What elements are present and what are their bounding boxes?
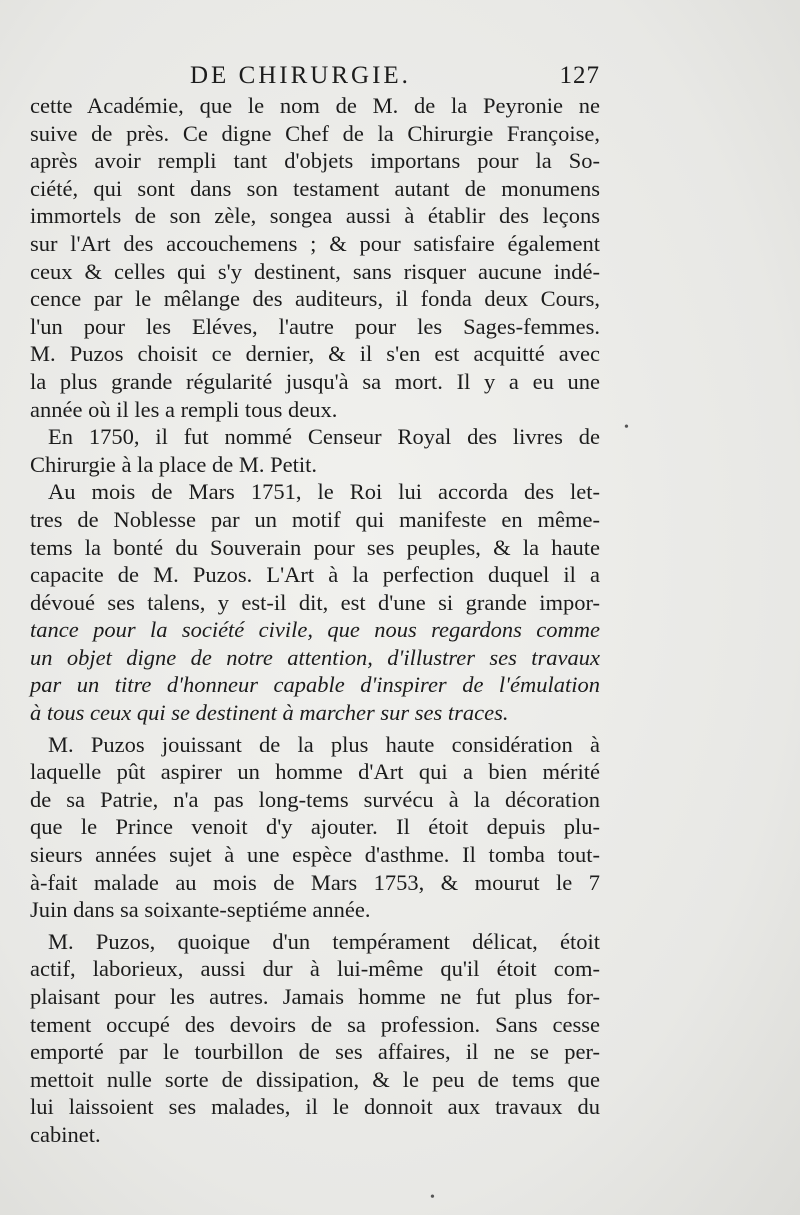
- text-line: l'un pour les Eléves, l'autre pour les Sages-femmes.: [30, 313, 600, 339]
- text-line: tement occupé des devoirs de sa profession. Sans cesse: [30, 1011, 600, 1037]
- text-line: année où il les a rempli tous deux.: [30, 396, 338, 422]
- text-line: En 1750, il fut nommé Censeur Royal des livres de: [48, 424, 600, 450]
- page-header: [190, 62, 600, 92]
- text-line: suive de près. Ce digne Chef de la Chirurgie Françoise,: [30, 120, 600, 146]
- text-line: M. Puzos jouissant de la plus haute considération à: [48, 731, 600, 757]
- text-line: cence par le mêlange des auditeurs, il fonda deux Cours,: [30, 286, 600, 312]
- text-line-italic: à tous ceux qui se destinent à marcher sur ses traces.: [30, 700, 509, 726]
- text-line: cette Académie, que le nom de M. de la Peyronie ne: [30, 93, 600, 118]
- text-line-italic: par un titre d'honneur capable d'inspirer de l'émulation: [30, 672, 600, 698]
- text-line: à-fait malade au mois de Mars 1753, & mourut le 7: [30, 869, 600, 895]
- text-line: la plus grande régularité jusqu'à sa mort. Il y a eu une: [30, 368, 600, 394]
- ink-speck: •: [430, 1190, 435, 1205]
- text-line: ceux & celles qui s'y destinent, sans risquer aucune indé-: [30, 258, 600, 284]
- text-line: Au mois de Mars 1751, le Roi lui accorda des let-: [48, 479, 600, 505]
- text-line: cabinet.: [30, 1121, 101, 1147]
- text-line-italic: tance pour la société civile, que nous regardons comme: [30, 617, 600, 643]
- text-line: que le Prince venoit d'y ajouter. Il étoit depuis plu-: [30, 814, 600, 840]
- text-line: après avoir rempli tant d'objets importans pour la So-: [30, 148, 600, 174]
- text-line: tems la bonté du Souverain pour ses peuples, & la haute: [30, 534, 600, 560]
- body-text: [30, 92, 600, 1149]
- text-line: lui laissoient ses malades, il le donnoit aux travaux du: [30, 1094, 600, 1120]
- text-line: immortels de son zèle, songea aussi à établir des leçons: [30, 203, 600, 229]
- text-line: laquelle pût aspirer un homme d'Art qui a bien mérité: [30, 759, 600, 785]
- text-line: ciété, qui sont dans son testament autant de monumens: [30, 175, 600, 201]
- text-line: M. Puzos, quoique d'un tempérament délicat, étoit: [48, 928, 600, 954]
- text-line: tres de Noblesse par un motif qui manifeste en même-: [30, 506, 600, 532]
- page-number: 127: [559, 62, 600, 89]
- text-line: Juin dans sa soixante-septiéme année.: [30, 897, 371, 923]
- text-line: sur l'Art des accouchemens ; & pour satisfaire également: [30, 230, 600, 256]
- text-line: M. Puzos choisit ce dernier, & il s'en est acquitté avec: [30, 341, 600, 367]
- running-title: DE CHIRURGIE.: [190, 62, 411, 89]
- text-line: Chirurgie à la place de M. Petit.: [30, 451, 318, 477]
- text-line: actif, laborieux, aussi dur à lui-même qu'il étoit com-: [30, 956, 600, 982]
- text-line: dévoué ses talens, y est-il dit, est d'une si grande impor-: [30, 589, 600, 615]
- text-line: mettoit nulle sorte de dissipation, & le peu de tems que: [30, 1066, 600, 1092]
- text-line: de sa Patrie, n'a pas long-tems survécu à la décoration: [30, 786, 600, 812]
- text-line: emporté par le tourbillon de ses affaires, il ne se per-: [30, 1039, 600, 1065]
- text-line-italic: un objet digne de notre attention, d'illustrer ses travaux: [30, 644, 600, 670]
- text-line: sieurs années sujet à une espèce d'asthme. Il tomba tout-: [30, 842, 600, 868]
- ink-speck: •: [624, 420, 629, 435]
- text-line: plaisant pour les autres. Jamais homme ne fut plus for-: [30, 984, 600, 1009]
- text-line: capacite de M. Puzos. L'Art à la perfection duquel il a: [30, 562, 600, 588]
